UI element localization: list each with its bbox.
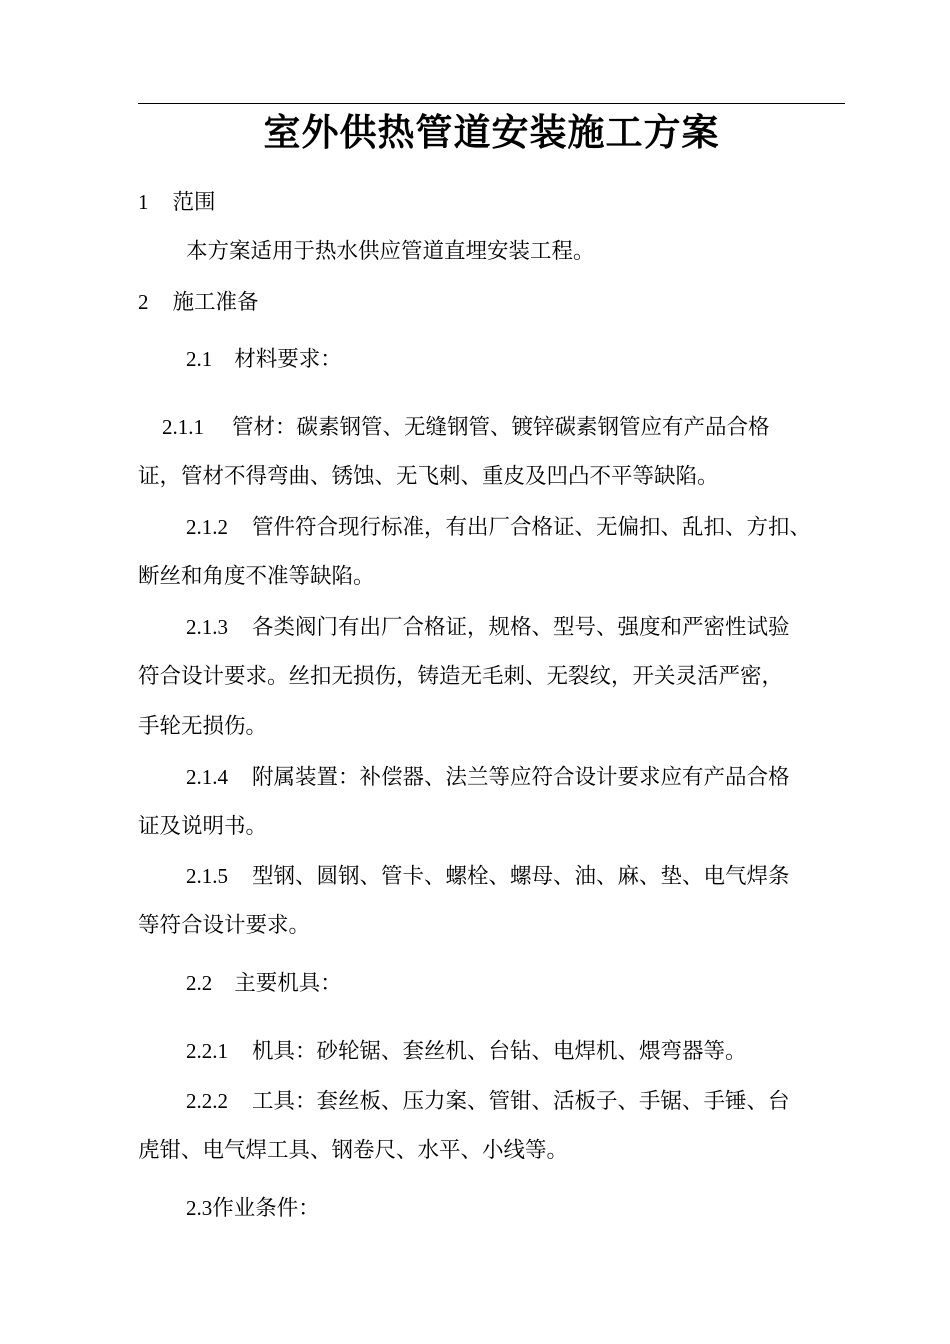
section-heading-text: 主要机具： (234, 971, 342, 996)
clause-text: 型钢、圆钢、管卡、螺栓、螺母、油、麻、垫、电气焊条 (252, 864, 790, 889)
section-number: 1 (138, 190, 149, 214)
clause-2-1-5-line-1 (186, 861, 790, 892)
clause-text: 机具：砂轮锯、套丝机、台钻、电焊机、煨弯器等。 (252, 1039, 747, 1064)
section-2-3-heading (186, 1193, 320, 1224)
header-rule (138, 103, 845, 104)
section-heading-text: 范围 (172, 190, 216, 215)
section-1-heading (138, 187, 216, 218)
section-number: 2 (138, 290, 149, 314)
clause-2-1-5-line-2: 等符合设计要求。 (138, 913, 311, 938)
clause-number: 2.1.4 (186, 765, 228, 789)
clause-number: 2.1.2 (186, 515, 228, 539)
clause-2-1-3-line-3: 手轮无损伤。 (138, 714, 268, 739)
clause-2-2-1-line-1 (186, 1036, 747, 1067)
clause-text: 管材：碳素钢管、无缝钢管、镀锌碳素钢管应有产品合格 (232, 415, 770, 440)
clause-number: 2.2.2 (186, 1089, 228, 1113)
clause-number: 2.2.1 (186, 1039, 228, 1063)
clause-2-1-3-line-2: 符合设计要求。丝扣无损伤，铸造无毛刺、无裂纹，开关灵活严密， (138, 664, 784, 689)
clause-2-1-1-line-1 (162, 412, 770, 443)
page-title: 室外供热管道安装施工方案 (263, 111, 720, 154)
clause-2-1-3-line-1 (186, 612, 790, 643)
clause-text: 附属装置：补偿器、法兰等应符合设计要求应有产品合格 (252, 765, 790, 790)
clause-number: 2.1.3 (186, 615, 228, 639)
clause-2-1-4-line-2: 证及说明书。 (138, 814, 268, 839)
clause-number: 2.1.1 (162, 415, 204, 439)
clause-2-1-2-line-1 (186, 512, 811, 543)
section-heading-text: 作业条件： (212, 1196, 320, 1221)
section-number: 2.2 (186, 971, 213, 995)
section-2-2-heading (186, 968, 342, 999)
section-heading-text: 施工准备 (172, 290, 259, 315)
clause-text: 各类阀门有出厂合格证，规格、型号、强度和严密性试验 (252, 615, 790, 640)
section-2-heading (138, 287, 259, 318)
clause-text: 管件符合现行标准，有出厂合格证、无偏扣、乱扣、方扣、 (252, 515, 812, 540)
clause-number: 2.1.5 (186, 864, 228, 888)
section-1-body: 本方案适用于热水供应管道直埋安装工程。 (186, 239, 595, 264)
clause-2-2-2-line-2: 虎钳、电气焊工具、钢卷尺、水平、小线等。 (138, 1138, 569, 1163)
section-number: 2.1 (186, 347, 213, 371)
clause-2-1-4-line-1 (186, 762, 790, 793)
clause-2-1-1-line-2: 证，管材不得弯曲、锈蚀、无飞刺、重皮及凹凸不平等缺陷。 (138, 464, 719, 489)
section-heading-text: 材料要求： (234, 347, 342, 372)
clause-text: 工具：套丝板、压力案、管钳、活板子、手锯、手锤、台 (252, 1089, 790, 1114)
section-number: 2.3 (186, 1196, 213, 1220)
clause-2-2-2-line-1 (186, 1086, 790, 1117)
clause-2-1-2-line-2: 断丝和角度不准等缺陷。 (138, 564, 375, 589)
section-2-1-heading (186, 344, 342, 375)
